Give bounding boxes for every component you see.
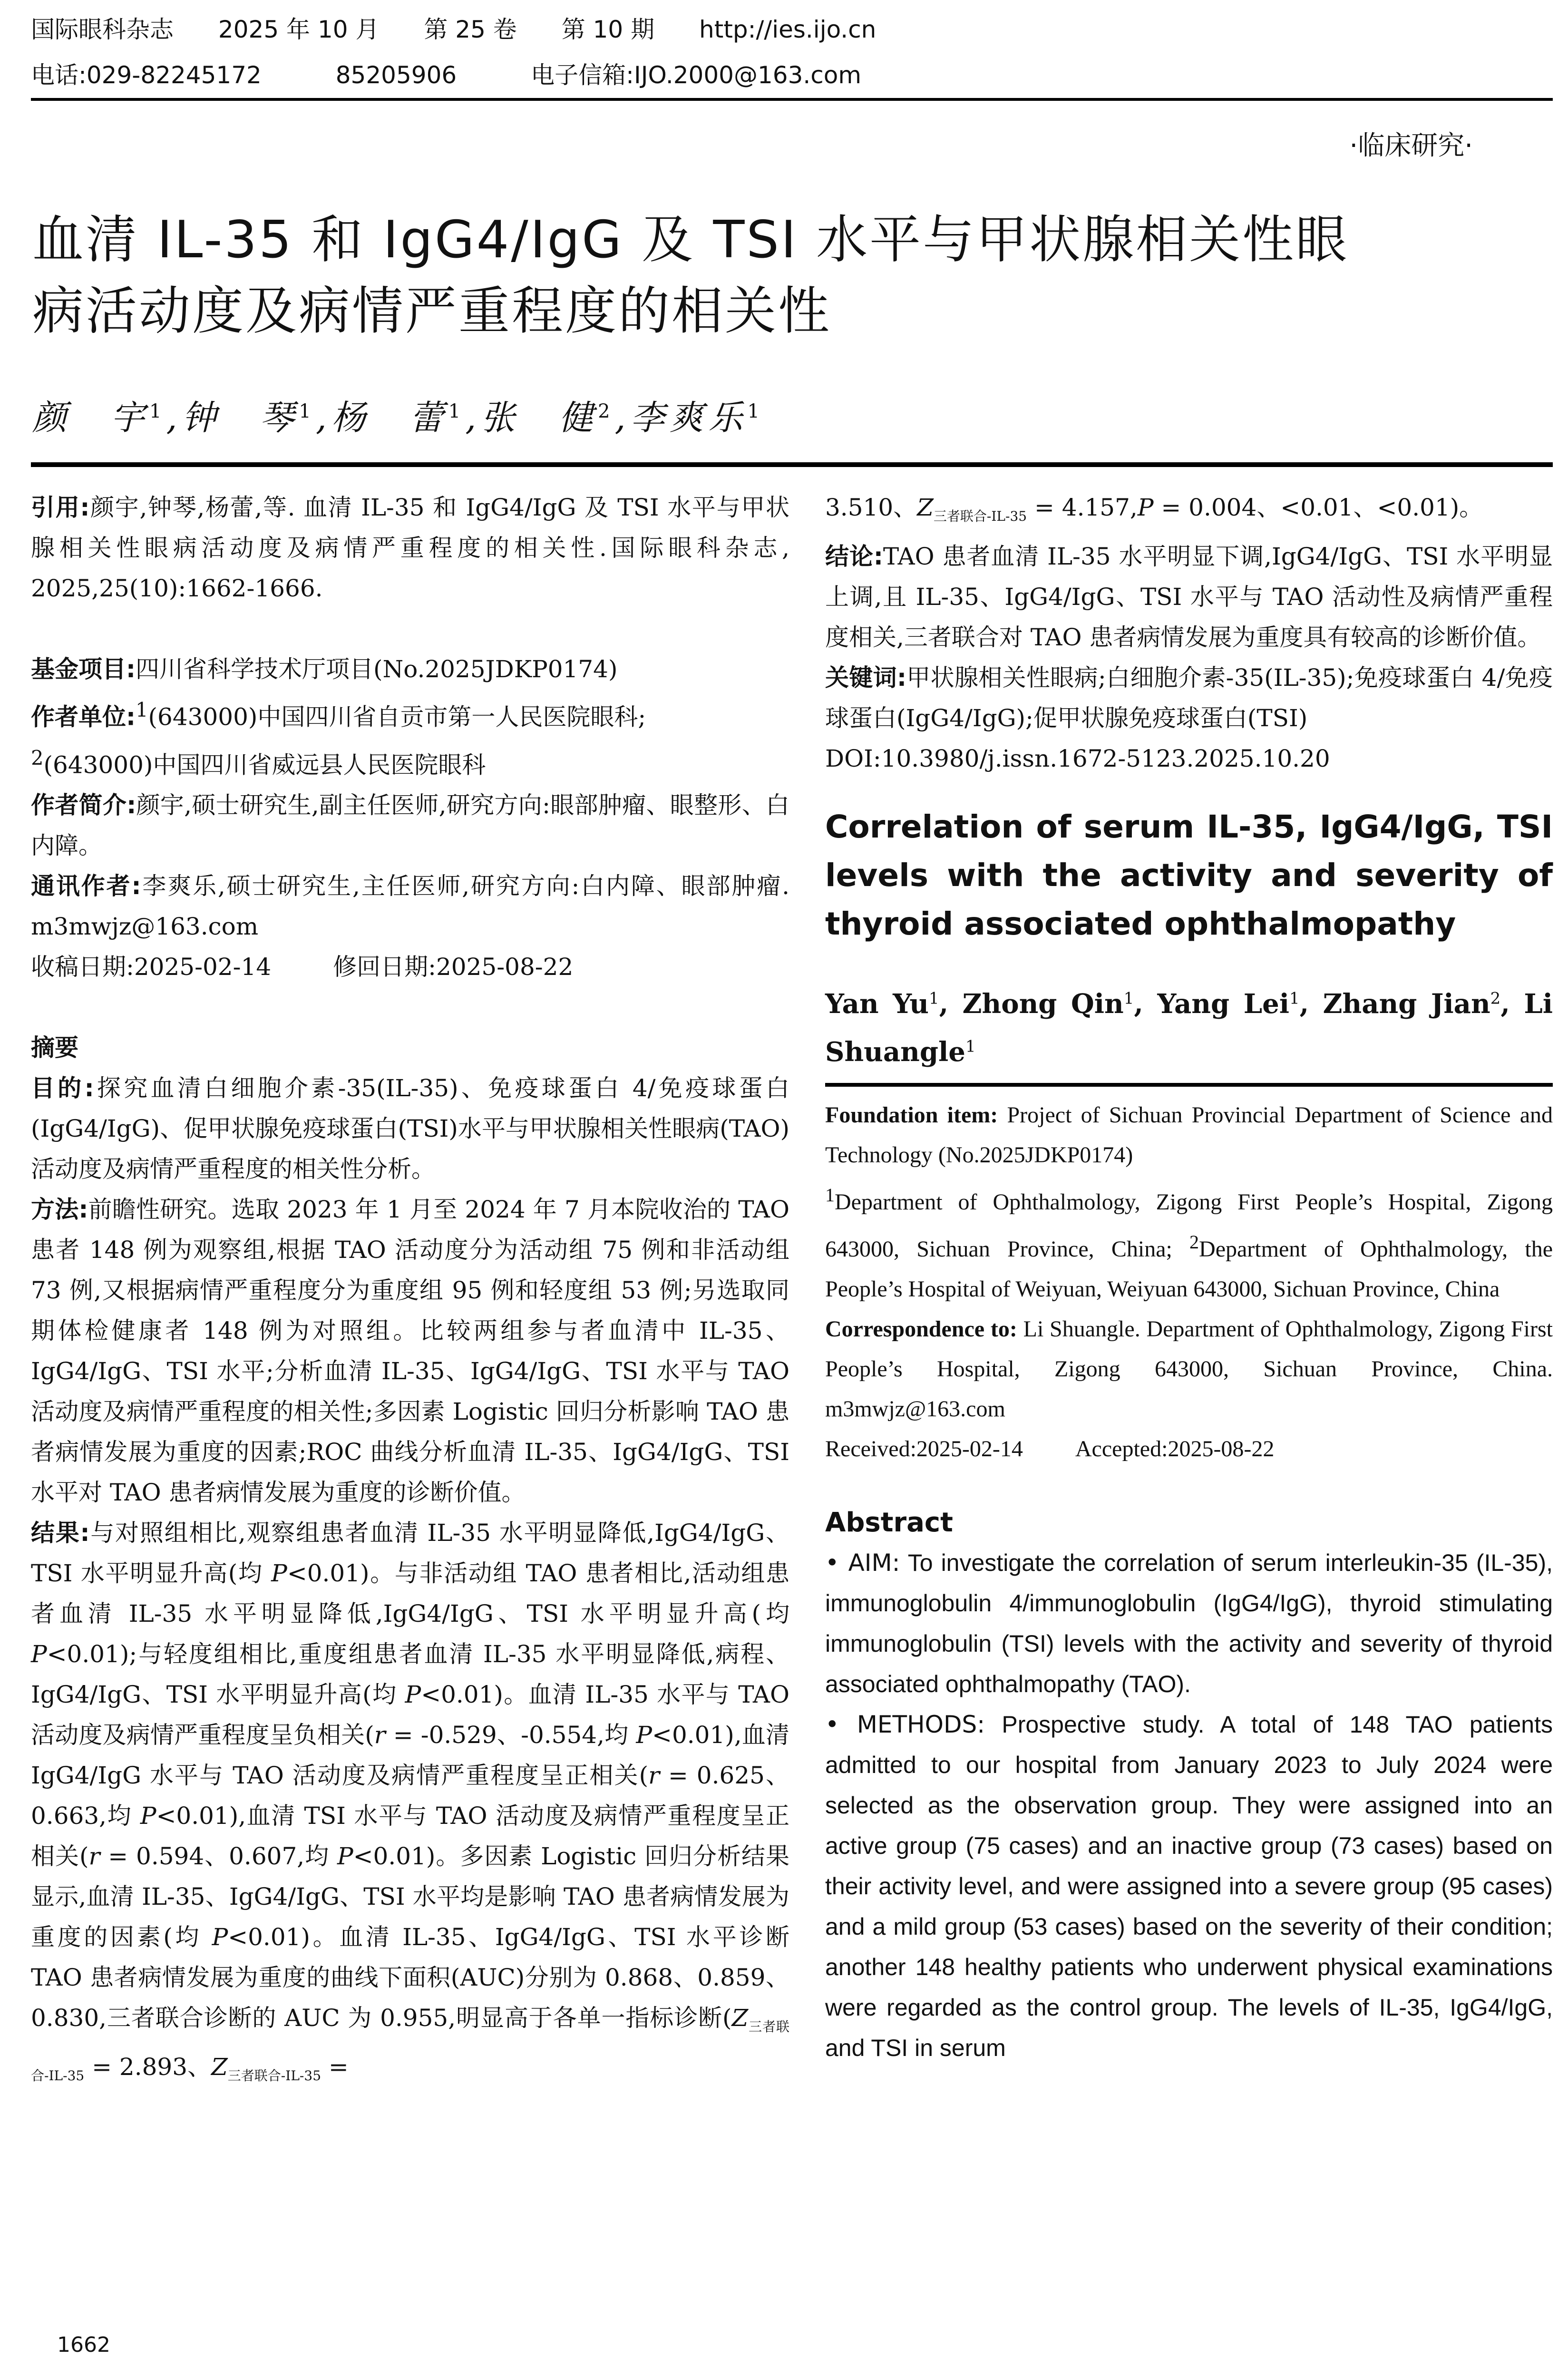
author-bio: 作者简介:颜宇,硕士研究生,副主任医师,研究方向:眼部肿瘤、眼整形、白内障。 bbox=[31, 791, 789, 860]
correspondence-en: Correspondence to: Li Shuangle. Department of Ophthalmology, Zigong First People’s Hospital, Zigong 643000, Sichuan Province, China. m3mwjz@163.com bbox=[825, 1316, 1553, 1422]
abstract-methods: 方法:前瞻性研究。选取 2023 年 1 月至 2024 年 7 月本院收治的 TAO 患者 148 例为观察组,根据 TAO 活动度分为活动组 75 例和非活动组 73 例,又根据病情严重程度分为重度组 95 例和轻度组 53 例;另选取同期体检健康者 148 例为对照组。比较两组参与者血清中 IL-35、IgG4/IgG、TSI 水平;分析血清 IL-35、IgG4/IgG、TSI 水平与 TAO 活动度及病情严重程度的相关性;多因素 Logistic 回归分析影响 TAO 患者病情发展为重度的因素;ROC 曲线分析血清 IL-35、IgG4/IgG、TSI 水平对 TAO 患者病情发展为重度的诊断价值。 bbox=[31, 1196, 789, 1507]
foundation-item: Foundation item: Project of Sichuan Provincial Department of Science and Technology (No.2025JDKP0174) bbox=[825, 1102, 1553, 1168]
doi[interactable]: DOI:10.3980/j.issn.1672-5123.2025.10.20 bbox=[825, 745, 1330, 772]
right-column bbox=[825, 487, 1553, 2068]
abstract-aim: 目的:探究血清白细胞介素-35(IL-35)、免疫球蛋白 4/免疫球蛋白(IgG4/IgG)、促甲状腺免疫球蛋白(TSI)水平与甲状腺相关性眼病(TAO)活动度及病情严重程度的相关性分析。 bbox=[31, 1074, 789, 1183]
abstract-en-aim: • AIM: To investigate the correlation of serum interleukin-35 (IL-35), immunoglobulin 4/immunoglobulin (IgG4/IgG), thyroid stimulating immunoglobulin (TSI) levels with the activity and severity of thyroid associated ophthalmopathy (TAO). bbox=[825, 1549, 1553, 1698]
author: Li Shuangle$^1$ bbox=[825, 988, 1553, 1068]
abstract-results: 结果:与对照组相比,观察组患者血清 IL-35 水平明显降低,IgG4/IgG、TSI 水平明显升高(均 P<0.01)。与非活动组 TAO 患者相比,活动组患者血清 IL-35 水平明显降低,IgG4/IgG、TSI 水平明显升高(均 P<0.01);与轻度组相比,重度组患者血清 IL-35 水平明显降低,病程、IgG4/IgG、TSI 水平明显升高(均 P<0.01)。血清 IL-35 水平与 TAO 活动度及病情严重程度呈负相关(r = -0.529、-0.554,均 P<0.01),血清 IgG4/IgG 水平与 TAO 活动度及病情严重程度呈正相关(r = 0.625、0.663,均 P<0.01),血清 TSI 水平与 TAO 活动度及病情严重程度呈正相关(r = 0.594、0.607,均 P<0.01)。多因素 Logistic 回归分析结果显示,血清 IL-35、IgG4/IgG、TSI 水平均是影响 TAO 患者病情发展为重度的因素(均 P<0.01)。血清 IL-35、IgG4/IgG、TSI 水平诊断 TAO 患者病情发展为重度的曲线下面积(AUC)分别为 0.868、0.859、0.830,三者联合诊断的 AUC 为 0.955,明显高于各单一指标诊断($Z_{三者联合-IL-35} = 2.893$、$Z_{三者联合-IL-35}$ = bbox=[31, 1519, 790, 2084]
title-line-2: 病活动度及病情严重程度的相关性 bbox=[32, 282, 832, 341]
email-label: 电子信箱: bbox=[531, 61, 634, 89]
journal-url[interactable]: http://ies.ijo.cn bbox=[699, 16, 877, 43]
author: 钟 琴$^1$ bbox=[182, 398, 316, 438]
author: 张 健$^2$ bbox=[481, 398, 615, 438]
left-column bbox=[31, 487, 789, 2096]
phone-label: 电话: bbox=[31, 61, 87, 89]
abstract-heading-cn: 摘要 bbox=[31, 1034, 78, 1062]
dates-en: Received:2025-02-14 Accepted:2025-08-22 bbox=[825, 1436, 1275, 1462]
author: 李爽乐$^1$ bbox=[630, 398, 764, 438]
english-metadata bbox=[825, 1095, 1553, 1469]
abstract-results-continued: 3.510、$Z_{三者联合-IL-35} = 4.157,P = 0.004$、<0.01、<0.01)。 bbox=[825, 494, 1483, 524]
article-title-en: Correlation of serum IL-35, IgG4/IgG, TSI levels with the activity and severity of thyroid associated ophthalmopathy bbox=[825, 809, 1553, 942]
header-rule bbox=[31, 98, 1553, 101]
abstract-heading-en: Abstract bbox=[825, 1507, 953, 1539]
keywords: 关键词:甲状腺相关性眼病;白细胞介素-35(IL-35);免疫球蛋白 4/免疫球蛋白(IgG4/IgG);促甲状腺免疫球蛋白(TSI) bbox=[825, 664, 1553, 732]
page-number: 1662 bbox=[57, 2333, 110, 2357]
abstract-en-methods: • METHODS: Prospective study. A total of 148 TAO patients admitted to our hospital from January 2023 to July 2024 were selected as the observation group. They were assigned into an active group (75 cases) and an inactive group (73 cases) based on their activity level, and were assigned into a severe group (95 cases) and a mild group (53 cases) based on the severity of their condition; another 148 healthy patients who underwent physical examinations were regarded as the control group. The levels of IL-35, IgG4/IgG, and TSI in serum bbox=[825, 1711, 1553, 2062]
author: Zhong Qin$^1$ bbox=[962, 988, 1134, 1020]
funding: 基金项目:四川省科学技术厅项目(No.2025JDKP0174) bbox=[31, 655, 618, 683]
author: Zhang Jian$^2$ bbox=[1323, 988, 1501, 1020]
phone-number-2: 85205906 bbox=[335, 61, 457, 89]
author-list-en: Yan Yu$^1$, Zhong Qin$^1$, Yang Lei$^1$, Zhang Jian$^2$, Li Shuangle$^1$ bbox=[825, 988, 1553, 1068]
phone-number-1: 029-82245172 bbox=[86, 61, 262, 89]
abstract-conclusion: 结论:TAO 患者血清 IL-35 水平明显下调,IgG4/IgG、TSI 水平明显上调,且 IL-35、IgG4/IgG、TSI 水平与 TAO 活动性及病情严重程度相关,三者联合对 TAO 患者病情发展为重度具有较高的诊断价值。 bbox=[825, 543, 1553, 651]
citation: 引用:颜宇,钟琴,杨蕾,等. 血清 IL-35 和 IgG4/IgG 及 TSI 水平与甲状腺相关性眼病活动度及病情严重程度的相关性.国际眼科杂志, 2025,25(10):1662-1666. bbox=[31, 494, 789, 602]
affiliations: 作者单位:$^1$(643000)中国四川省自贡市第一人民医院眼科; $^2$(643000)中国四川省威远县人民医院眼科 bbox=[31, 698, 646, 779]
author-list-cn: 颜 宇$^1$,钟 琴$^1$,杨 蕾$^1$,张 健$^2$,李爽乐$^1$ bbox=[32, 398, 764, 438]
author: Yang Lei$^1$ bbox=[1157, 988, 1300, 1020]
dates: 收稿日期:2025-02-14 修回日期:2025-08-22 bbox=[31, 953, 574, 981]
issue-date: 2025 年 10 月 bbox=[218, 16, 380, 43]
running-header-line2 bbox=[31, 56, 861, 90]
title-line-1: 血清 IL-35 和 IgG4/IgG 及 TSI 水平与甲状腺相关性眼 bbox=[32, 210, 1349, 270]
issue: 第 10 期 bbox=[561, 16, 655, 43]
article-title-cn bbox=[32, 205, 1554, 347]
affiliations-en: $^1$Department of Ophthalmology, Zigong First People’s Hospital, Zigong 643000, Sichuan Province, China; $^2$Department of Ophthalmology, the People’s Hospital of Weiyuan, Weiyuan 643000, Sichuan Province, China bbox=[825, 1184, 1553, 1302]
author: 杨 蕾$^1$ bbox=[331, 398, 466, 438]
running-header-line1 bbox=[31, 10, 876, 45]
author: Yan Yu$^1$ bbox=[825, 988, 939, 1020]
section-tag: ·临床研究· bbox=[1349, 130, 1473, 161]
abstract-en bbox=[825, 1543, 1553, 2068]
english-header-rule bbox=[825, 1083, 1553, 1087]
corresponding-author: 通讯作者:李爽乐,硕士研究生,主任医师,研究方向:白内障、眼部肿瘤. m3mwjz@163.com bbox=[31, 872, 790, 941]
title-rule bbox=[31, 462, 1553, 467]
author: 颜 宇$^1$ bbox=[32, 398, 166, 438]
volume: 第 25 卷 bbox=[424, 16, 517, 43]
journal-email[interactable]: IJO.2000@163.com bbox=[634, 61, 862, 89]
journal-name: 国际眼科杂志 bbox=[31, 16, 174, 43]
